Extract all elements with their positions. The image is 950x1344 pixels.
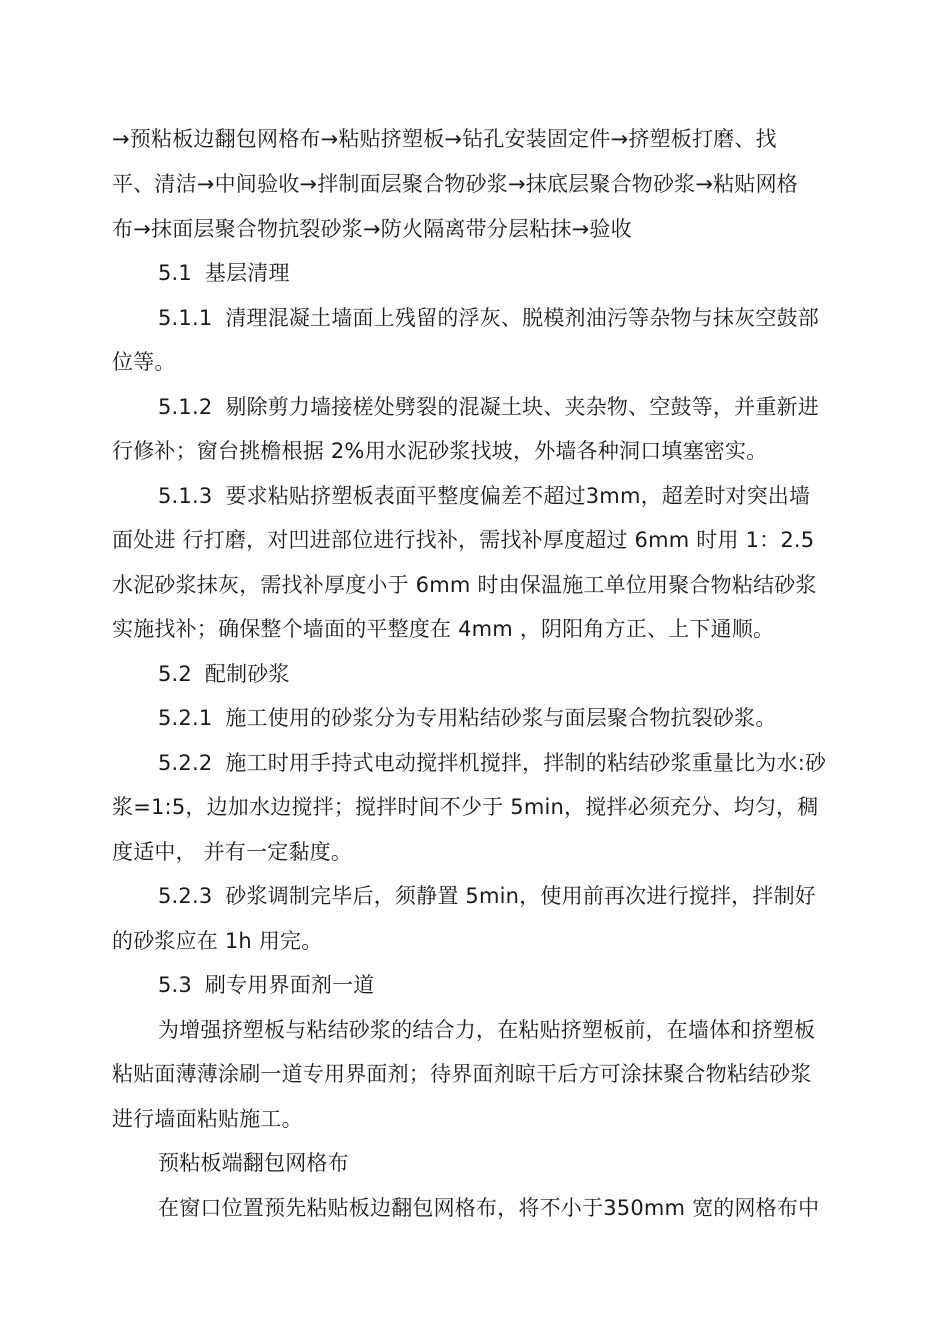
para-5-1-2-line-2: 行修补；窗台挑檐根据 2%用水泥砂浆找坡，外墙各种洞口填塞密实。 [112, 439, 768, 463]
clause-text: 要求粘贴挤塑板表面平整度偏差不超过3mm，超差时对突出墙 [225, 484, 811, 508]
para-5-1-3-line-4: 实施找补；确保整个墙面的平整度在 4mm ，阴阳角方正、上下通顺。 [112, 617, 775, 641]
para-5-1-2-line-1 [158, 392, 819, 422]
para-5-1-1-line-1 [158, 303, 819, 333]
intro-line-2: 平、清洁→中间验收→拌制面层聚合物砂浆→抹底层聚合物砂浆→粘贴网格 [112, 172, 798, 196]
para-5-2-3-line-1 [158, 881, 816, 911]
section-number: 5.3 [158, 973, 192, 997]
para-5-1-3-line-3: 水泥砂浆抹灰，需找补厚度小于 6mm 时由保温施工单位用聚合物粘结砂浆 [112, 573, 817, 597]
section-title: 刷专用界面剂一道 [204, 973, 375, 997]
para-5-3-line-1: 为增强挤塑板与粘结砂浆的结合力，在粘贴挤塑板前，在墙体和挤塑板 [158, 1018, 816, 1042]
clause-number: 5.2.2 [158, 751, 213, 775]
para-5-2-2-line-1 [158, 748, 826, 778]
clause-number: 5.1.2 [158, 395, 213, 419]
para-5-2-3-line-2: 的砂浆应在 1h 用完。 [112, 929, 323, 953]
intro-line-3: 布→抹面层聚合物抗裂砂浆→防火隔离带分层粘抹→验收 [112, 217, 632, 241]
section-5-1-heading [158, 258, 290, 288]
clause-text: 剔除剪力墙接槎处劈裂的混凝土块、夹杂物、空鼓等，并重新进 [225, 395, 819, 419]
clause-text: 施工使用的砂浆分为专用粘结砂浆与面层聚合物抗裂砂浆。 [225, 706, 777, 730]
clause-number: 5.2.3 [158, 884, 213, 908]
section-title: 基层清理 [204, 261, 290, 285]
clause-text: 施工时用手持式电动搅拌机搅拌，拌制的粘结砂浆重量比为水:砂 [225, 751, 827, 775]
clause-text: 砂浆调制完毕后，须静置 5min，使用前再次进行搅拌，拌制好 [225, 884, 816, 908]
intro-line-1: →预粘板边翻包网格布→粘贴挤塑板→钻孔安装固定件→挤塑板打磨、找 [112, 127, 777, 151]
para-5-3-line-2: 粘贴面薄薄涂刷一道专用界面剂；待界面剂晾干后方可涂抹聚合物粘结砂浆 [112, 1062, 812, 1086]
para-5-3-line-3: 进行墙面粘贴施工。 [112, 1107, 303, 1131]
mesh-heading: 预粘板端翻包网格布 [158, 1151, 349, 1175]
section-5-3-heading [158, 970, 375, 1000]
para-5-1-3-line-2: 面处进 行打磨，对凹进部位进行找补，需找补厚度超过 6mm 时用 1：2.5 [112, 528, 815, 552]
para-5-1-1-line-2: 位等。 [112, 350, 176, 374]
clause-text: 清理混凝土墙面上残留的浮灰、脱模剂油污等杂物与抹灰空鼓部 [225, 306, 819, 330]
para-5-2-1-line-1 [158, 703, 777, 733]
clause-number: 5.1.3 [158, 484, 213, 508]
section-number: 5.2 [158, 662, 192, 686]
section-5-2-heading [158, 659, 290, 689]
para-5-1-3-line-1 [158, 481, 810, 511]
section-number: 5.1 [158, 261, 192, 285]
para-5-2-2-line-2: 浆=1:5，边加水边搅拌；搅拌时间不少于 5min，搅拌必须充分、均匀，稠 [112, 795, 819, 819]
mesh-para-line-1: 在窗口位置预先粘贴板边翻包网格布，将不小于350mm 宽的网格布中 [158, 1196, 820, 1220]
clause-number: 5.1.1 [158, 306, 213, 330]
section-title: 配制砂浆 [204, 662, 290, 686]
clause-number: 5.2.1 [158, 706, 213, 730]
para-5-2-2-line-3: 度适中， 并有一定黏度。 [112, 840, 353, 864]
